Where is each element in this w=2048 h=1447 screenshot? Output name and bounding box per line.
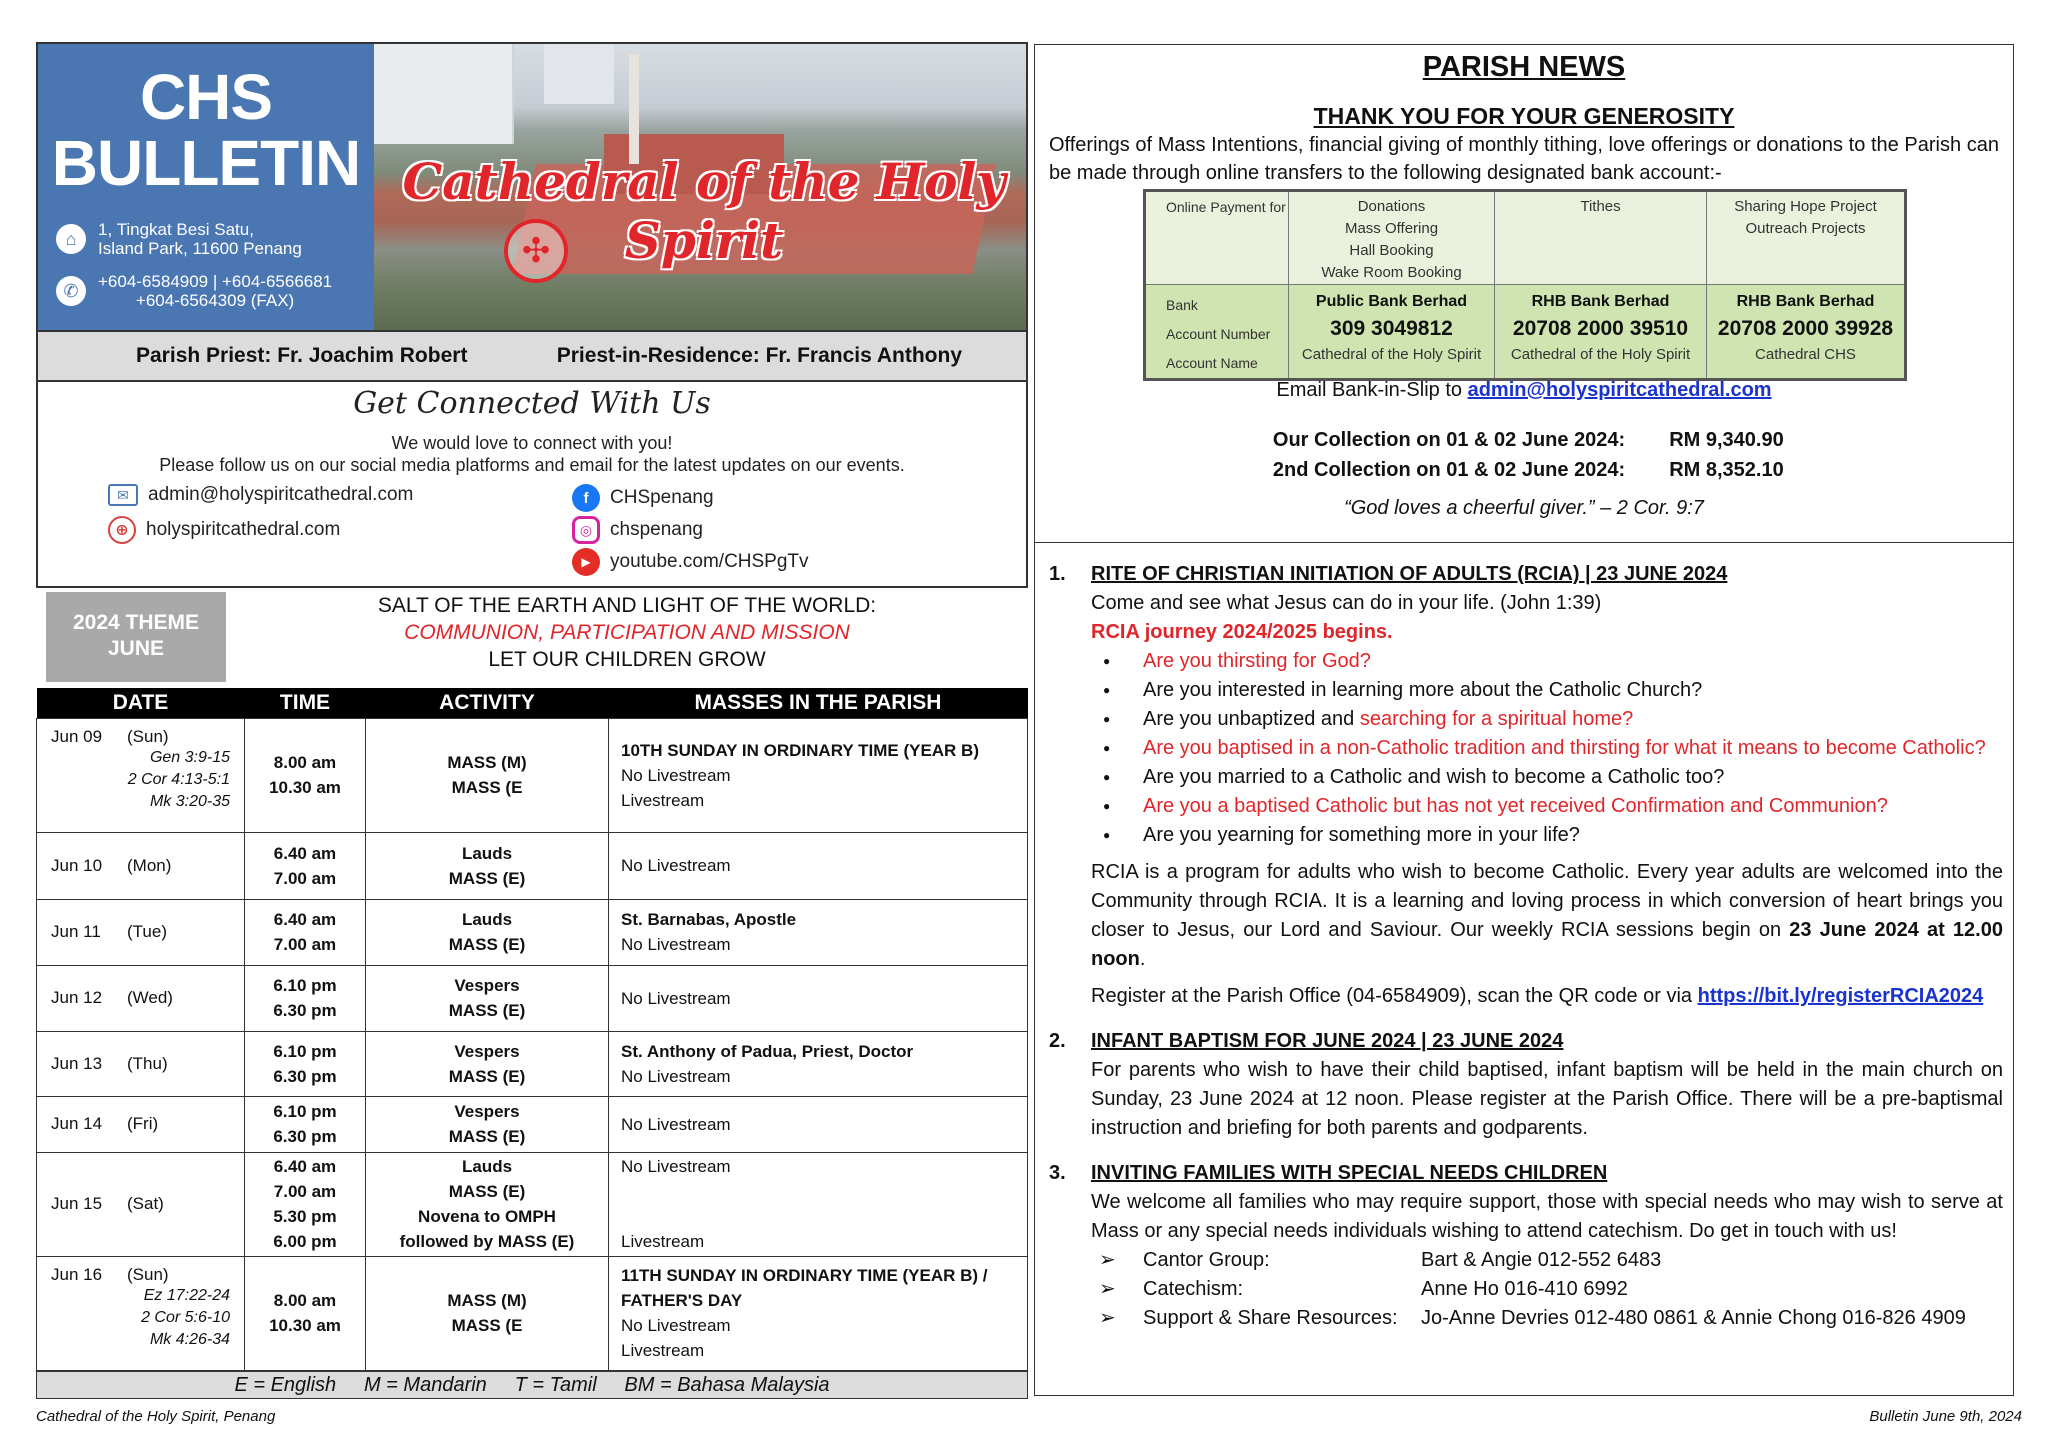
facebook-icon: f	[572, 484, 600, 512]
time: 6.30 pm	[273, 1066, 337, 1086]
account-number: 309 3049812	[1330, 317, 1453, 340]
schedule-row	[37, 1096, 1028, 1152]
activity: MASS (E	[451, 778, 523, 797]
date: Jun 14	[51, 1114, 103, 1133]
item-number: 2.	[1049, 1030, 1066, 1052]
logo-line2: BULLETIN	[51, 127, 361, 199]
mass-info: No Livestream	[621, 935, 731, 954]
time-cell	[245, 1152, 366, 1256]
bank-col-1	[1289, 285, 1495, 380]
time: 8.00 am	[273, 753, 337, 772]
reading: 2 Cor 5:6-10	[141, 1308, 230, 1326]
website-text: holyspiritcathedral.com	[146, 519, 341, 540]
schedule-row	[37, 718, 1028, 832]
theme-line1: SALT OF THE EARTH AND LIGHT OF THE WORLD:	[377, 594, 877, 617]
mass-info: Livestream	[621, 1232, 705, 1251]
activity: Lauds	[461, 843, 513, 863]
time: 7.00 am	[273, 868, 337, 888]
activity: Lauds	[461, 910, 513, 929]
purpose-col-2	[1495, 191, 1707, 285]
arrow-icon: ➢	[1099, 1278, 1116, 1300]
schedule-row	[37, 1031, 1028, 1096]
day: (Sun)	[127, 1264, 169, 1284]
day: (Sat)	[127, 1194, 164, 1213]
facebook-contact[interactable]	[572, 484, 714, 512]
reading: Mk 3:20-35	[149, 792, 230, 810]
mass-info: FATHER'S DAY	[621, 1291, 743, 1310]
time: 6.00 pm	[273, 1232, 337, 1251]
connect-title: Get Connected With Us	[353, 386, 711, 421]
bank-labels	[1145, 285, 1289, 380]
activity-cell	[366, 965, 609, 1031]
masses-cell	[609, 1096, 1028, 1152]
masses-cell	[609, 718, 1028, 832]
purpose-col-1	[1289, 191, 1495, 285]
email-link[interactable]: admin@holyspiritcathedral.com	[1467, 379, 1772, 401]
instagram-text: chspenang	[610, 519, 703, 540]
rcia-bullet-text: searching for a spiritual home?	[1359, 708, 1634, 730]
activity: MASS (M)	[447, 753, 527, 772]
collections	[1265, 425, 1825, 485]
collection1-label: Our Collection on 01 & 02 June 2024:	[1272, 429, 1626, 451]
rcia-bullet: ● Are you interested in learning more about the Catholic Church?	[1091, 676, 2003, 705]
activity: MASS (E)	[448, 868, 526, 888]
time: 5.30 pm	[273, 1207, 337, 1226]
schedule-row	[37, 965, 1028, 1031]
rcia-register	[1091, 982, 2003, 1011]
time-cell	[245, 1096, 366, 1152]
youtube-text: youtube.com/CHSPgTv	[610, 551, 809, 572]
youtube-contact[interactable]	[572, 548, 809, 576]
activity: MASS (E	[451, 1316, 523, 1335]
address-line2: Island Park, 11600 Penang	[98, 239, 302, 258]
date-cell	[37, 832, 245, 899]
mass-info: No Livestream	[621, 1114, 731, 1134]
time: 8.00 am	[273, 1291, 337, 1310]
connect-section	[36, 382, 1028, 588]
website-contact[interactable]	[108, 516, 340, 544]
col-masses: MASSES IN THE PARISH	[609, 688, 1028, 718]
time: 6.10 pm	[273, 976, 337, 995]
date-cell	[37, 1096, 245, 1152]
logo-line1: CHS	[139, 61, 273, 133]
mass-info: No Livestream	[621, 1157, 731, 1176]
date: Jun 16	[51, 1264, 103, 1284]
schedule-row	[37, 899, 1028, 965]
contact-label: Catechism:	[1143, 1278, 1244, 1300]
date-cell	[37, 965, 245, 1031]
mass-info: Livestream	[621, 790, 705, 810]
contact-row	[1091, 1304, 2003, 1333]
mass-info: No Livestream	[621, 1316, 731, 1335]
footer-left: Cathedral of the Holy Spirit, Penang	[36, 1408, 276, 1425]
rcia-para-end: .	[1139, 948, 1146, 970]
mass-info: No Livestream	[621, 1066, 731, 1086]
activity: Vespers	[454, 1041, 520, 1061]
theme-label-month: JUNE	[107, 637, 165, 660]
rcia-bullet: ● Are you thirsting for God?	[1091, 647, 2003, 676]
building-shape	[374, 44, 514, 144]
mass-info: St. Barnabas, Apostle	[621, 910, 797, 929]
email-text: admin@holyspiritcathedral.com	[148, 484, 414, 505]
news-title: PARISH NEWS	[1422, 51, 1626, 83]
mass-info: 10TH SUNDAY IN ORDINARY TIME (YEAR B)	[621, 740, 979, 760]
time-cell	[245, 965, 366, 1031]
left-column	[36, 42, 1028, 1399]
purpose-text: Outreach Projects	[1745, 220, 1866, 237]
phone	[56, 272, 332, 310]
date-cell	[37, 1152, 245, 1256]
theme-text	[226, 592, 1028, 673]
bank-name: RHB Bank Berhad	[1736, 293, 1875, 310]
date: Jun 15	[51, 1194, 103, 1213]
activity: Vespers	[454, 976, 520, 995]
mass-info: No Livestream	[621, 765, 731, 785]
theme-line2: COMMUNION, PARTICIPATION AND MISSION	[404, 621, 850, 644]
globe-icon: ⊕	[108, 516, 136, 544]
contact-value: Jo-Anne Devries 012-480 0861 & Annie Chong 016-826 4909	[1421, 1307, 1966, 1329]
instagram-icon: ◎	[572, 516, 600, 544]
col-date: DATE	[37, 688, 245, 718]
purpose-text: Donations	[1357, 198, 1426, 215]
account-number: 20708 2000 39928	[1717, 317, 1894, 340]
time-cell	[245, 1031, 366, 1096]
masses-cell	[609, 1031, 1028, 1096]
purpose-col-3	[1707, 191, 1906, 285]
account-number: 20708 2000 39510	[1512, 317, 1689, 340]
date-cell	[37, 1031, 245, 1096]
header-info-panel	[38, 44, 374, 330]
schedule-row	[37, 1152, 1028, 1256]
rcia-bullet-text: Are you unbaptized and	[1143, 708, 1360, 730]
time: 6.40 am	[273, 1157, 337, 1176]
day: (Wed)	[127, 988, 173, 1007]
dove-logo-icon: ✣	[504, 219, 568, 283]
activity: Vespers	[454, 1102, 520, 1121]
arrow-icon: ➢	[1099, 1249, 1116, 1271]
connect-line1: We would love to connect with you!	[391, 433, 673, 453]
activity-cell	[366, 1096, 609, 1152]
theme-label	[46, 592, 226, 682]
activity: followed by MASS (E)	[399, 1232, 575, 1251]
account-name: Cathedral CHS	[1755, 346, 1856, 363]
contact-row	[1091, 1246, 2003, 1275]
date: Jun 12	[51, 988, 103, 1007]
date: Jun 11	[51, 922, 101, 941]
purpose-text: Sharing Hope Project	[1734, 198, 1877, 215]
news-item-rcia	[1035, 560, 2015, 1011]
phone-icon: ✆	[56, 276, 86, 306]
date: Jun 13	[51, 1053, 103, 1073]
schedule-row	[37, 1256, 1028, 1370]
bible-quote: “God loves a cheerful giver.” – 2 Cor. 9:7	[1344, 497, 1704, 519]
reading: 2 Cor 4:13-5:1	[127, 770, 230, 788]
contact-row	[1091, 1275, 2003, 1304]
theme-section	[36, 592, 1028, 688]
activity: Novena to OMPH	[418, 1207, 556, 1226]
home-icon: ⌂	[56, 224, 86, 254]
rcia-description	[1091, 858, 2003, 974]
bank-name: RHB Bank Berhad	[1531, 293, 1670, 310]
rcia-begins: RCIA journey 2024/2025 begins.	[1091, 621, 1393, 643]
item-number: 3.	[1049, 1162, 1066, 1184]
day: (Tue)	[127, 922, 167, 941]
day: (Mon)	[127, 855, 172, 875]
envelope-icon: ✉	[108, 484, 138, 506]
mass-info: St. Anthony of Padua, Priest, Doctor	[621, 1041, 914, 1061]
phone-line1: +604-6584909 | +604-6566681	[98, 272, 333, 291]
bank-col-2	[1495, 285, 1707, 380]
rcia-para-text: RCIA is a program for adults who wish to become Catholic. Every year adults are welcomed into the Community through RCIA. It is a learning and loving process in which conversion of heart brings you closer to Jesus, our Lord and Saviour. Our weekly RCIA sessions begin on	[1091, 861, 2003, 941]
activity-cell	[366, 718, 609, 832]
arrow-icon: ➢	[1099, 1307, 1116, 1329]
cathedral-title: Cathedral of the Holy Spirit	[402, 152, 1006, 270]
contact-label: Support & Share Resources:	[1143, 1307, 1398, 1329]
label-account-name: Account Name	[1166, 355, 1258, 371]
reading: Mk 4:26-34	[149, 1330, 230, 1348]
purpose-text: Hall Booking	[1349, 242, 1434, 259]
building-shape	[544, 44, 614, 104]
item-title: RITE OF CHRISTIAN INITIATION OF ADULTS (RCIA) | 23 JUNE 2024	[1091, 563, 1728, 585]
masses-cell	[609, 899, 1028, 965]
date-cell	[37, 718, 245, 832]
news-item-baptism	[1035, 1027, 2015, 1143]
contact-label: Cantor Group:	[1143, 1249, 1270, 1271]
date: Jun 09	[51, 726, 103, 746]
rcia-session-start: 23 June 2024 at 12.00 noon	[1091, 919, 2003, 970]
schedule-row	[37, 832, 1028, 899]
rcia-intro: Come and see what Jesus can do in your life. (John 1:39)	[1091, 592, 1602, 614]
activity-cell	[366, 899, 609, 965]
masses-cell	[609, 1256, 1028, 1370]
day: (Fri)	[127, 1114, 159, 1133]
connect-line2: Please follow us on our social media platforms and email for the latest updates on our events.	[159, 455, 905, 475]
purpose-text: Wake Room Booking	[1321, 264, 1462, 281]
activity-cell	[366, 1256, 609, 1370]
rcia-register-link[interactable]: https://bit.ly/registerRCIA2024	[1697, 985, 1984, 1007]
time-cell	[245, 832, 366, 899]
email-prefix: Email Bank-in-Slip to	[1276, 379, 1468, 401]
day: (Thu)	[127, 1053, 168, 1073]
activity: MASS (E)	[448, 1127, 526, 1146]
email-bank-slip	[1035, 379, 2013, 402]
phone-line2: +604-6564309 (FAX)	[135, 291, 295, 310]
rcia-bullet	[1091, 705, 2003, 734]
right-column	[1034, 44, 2014, 1396]
date-cell	[37, 1256, 245, 1370]
contact-value: Anne Ho 016-410 6992	[1421, 1278, 1628, 1300]
col-time: TIME	[245, 688, 366, 718]
purpose-text: Mass Offering	[1344, 220, 1439, 237]
time: 6.30 pm	[273, 1001, 337, 1020]
contact-value: Bart & Angie 012-552 6483	[1421, 1249, 1662, 1271]
thanks-title: THANK YOU FOR YOUR GENEROSITY	[1313, 103, 1735, 129]
item-title: INVITING FAMILIES WITH SPECIAL NEEDS CHILDREN	[1091, 1162, 1608, 1184]
time-cell	[245, 1256, 366, 1370]
time: 10.30 am	[269, 1316, 341, 1335]
activity: Lauds	[461, 1157, 513, 1176]
address-line1: 1, Tingkat Besi Satu,	[98, 220, 254, 239]
activity-cell	[366, 1031, 609, 1096]
purpose-text: Tithes	[1580, 198, 1621, 215]
rcia-bullet: ● Are you yearning for something more in your life?	[1091, 821, 2003, 850]
reading: Gen 3:9-15	[149, 748, 230, 766]
facebook-text: CHSpenang	[610, 487, 714, 508]
special-needs-text: We welcome all families who may require support, those with special needs who may wish to serve at Mass or any special needs individuals wishing to attend catechism. Do get in touch with us!	[1091, 1191, 2003, 1242]
footer-right: Bulletin June 9th, 2024	[1869, 1408, 2022, 1425]
mass-schedule-table	[36, 688, 1028, 1371]
language-legend: E = English M = Mandarin T = Tamil BM = Bahasa Malaysia	[36, 1371, 1028, 1399]
col-activity: ACTIVITY	[366, 688, 609, 718]
item-title: INFANT BAPTISM FOR JUNE 2024 | 23 JUNE 2024	[1091, 1030, 1564, 1052]
rcia-bullet: ● Are you married to a Catholic and wish to become a Catholic too?	[1091, 763, 2003, 792]
bulletin-header	[36, 42, 1028, 330]
cathedral-photo	[374, 44, 1028, 330]
mass-info: No Livestream	[621, 988, 731, 1008]
bank-name: Public Bank Berhad	[1315, 293, 1468, 310]
reading: Ez 17:22-24	[143, 1286, 230, 1304]
masses-cell	[609, 832, 1028, 899]
time: 7.00 am	[273, 935, 337, 954]
label-online-payment: Online Payment for	[1145, 191, 1289, 285]
rcia-bullet: ● Are you baptised in a non-Catholic tradition and thirsting for what it means to become Catholic?	[1091, 734, 2003, 763]
date: Jun 10	[51, 855, 103, 875]
address	[56, 220, 302, 258]
rcia-bullet: ● Are you a baptised Catholic but has not yet received Confirmation and Communion?	[1091, 792, 2003, 821]
activity: MASS (E)	[448, 1066, 526, 1086]
rcia-register-text: Register at the Parish Office (04-6584909), scan the QR code or via	[1091, 985, 1698, 1007]
time: 7.00 am	[273, 1182, 337, 1201]
day: (Sun)	[127, 726, 169, 746]
activity: MASS (E)	[448, 935, 526, 954]
time: 10.30 am	[269, 778, 341, 797]
news-items	[1035, 560, 2015, 1333]
masses-cell	[609, 1152, 1028, 1256]
mass-info	[621, 1179, 1027, 1204]
masses-cell	[609, 965, 1028, 1031]
time: 6.40 am	[273, 843, 337, 863]
theme-line3: LET OUR CHILDREN GROW	[488, 648, 766, 671]
thanks-text: Offerings of Mass Intentions, financial giving of monthly tithing, love offerings or donations to the Parish can be made through online transfers to the following designated bank account:-	[1049, 134, 1999, 184]
label-account-number: Account Number	[1166, 326, 1271, 342]
label-bank: Bank	[1166, 297, 1198, 313]
baptism-text: For parents who wish to have their child baptised, infant baptism will be held in the main church on Sunday, 23 June 2024 at 12 noon. Please register at the Parish Office. There will be a pre-baptismal instruction and briefing for both parents and godparents.	[1091, 1059, 2003, 1139]
news-item-special-needs	[1035, 1159, 2015, 1333]
collection1-value: RM 9,340.90	[1669, 429, 1784, 451]
spire-shape	[629, 54, 639, 164]
email-contact[interactable]	[108, 484, 413, 506]
time: 6.10 pm	[273, 1102, 337, 1121]
instagram-contact[interactable]	[572, 516, 703, 544]
mass-info: No Livestream	[621, 856, 731, 875]
account-name: Cathedral of the Holy Spirit	[1510, 346, 1691, 363]
mass-info: 11TH SUNDAY IN ORDINARY TIME (YEAR B) /	[621, 1266, 988, 1285]
collection2-label	[1265, 455, 1625, 485]
connect-text	[38, 432, 1026, 476]
youtube-icon: ▶	[572, 548, 600, 576]
time: 6.40 am	[273, 910, 337, 929]
activity: MASS (E)	[448, 1001, 526, 1020]
bank-account-table	[1143, 189, 1907, 381]
collection2-label-text: 2nd Collection on 01 & 02 June 2024:	[1272, 459, 1626, 481]
activity-cell	[366, 832, 609, 899]
date-cell	[37, 899, 245, 965]
parish-priest: Parish Priest: Fr. Joachim Robert	[136, 344, 468, 367]
time-cell	[245, 718, 366, 832]
activity-cell	[366, 1152, 609, 1256]
mass-info: Livestream	[621, 1341, 705, 1360]
time: 6.30 pm	[273, 1127, 337, 1146]
priest-bar	[36, 330, 1028, 382]
parish-news-section	[1035, 45, 2013, 543]
item-number: 1.	[1049, 563, 1066, 585]
mass-info	[621, 1204, 1027, 1229]
time-cell	[245, 899, 366, 965]
time: 6.10 pm	[273, 1041, 337, 1061]
theme-label-year: 2024 THEME	[72, 611, 200, 634]
activity: MASS (M)	[447, 1291, 527, 1310]
bank-col-3	[1707, 285, 1906, 380]
collection2-value: RM 8,352.10	[1669, 459, 1784, 481]
priest-in-residence: Priest-in-Residence: Fr. Francis Anthony	[556, 344, 962, 367]
account-name: Cathedral of the Holy Spirit	[1301, 346, 1482, 363]
activity: MASS (E)	[448, 1182, 526, 1201]
